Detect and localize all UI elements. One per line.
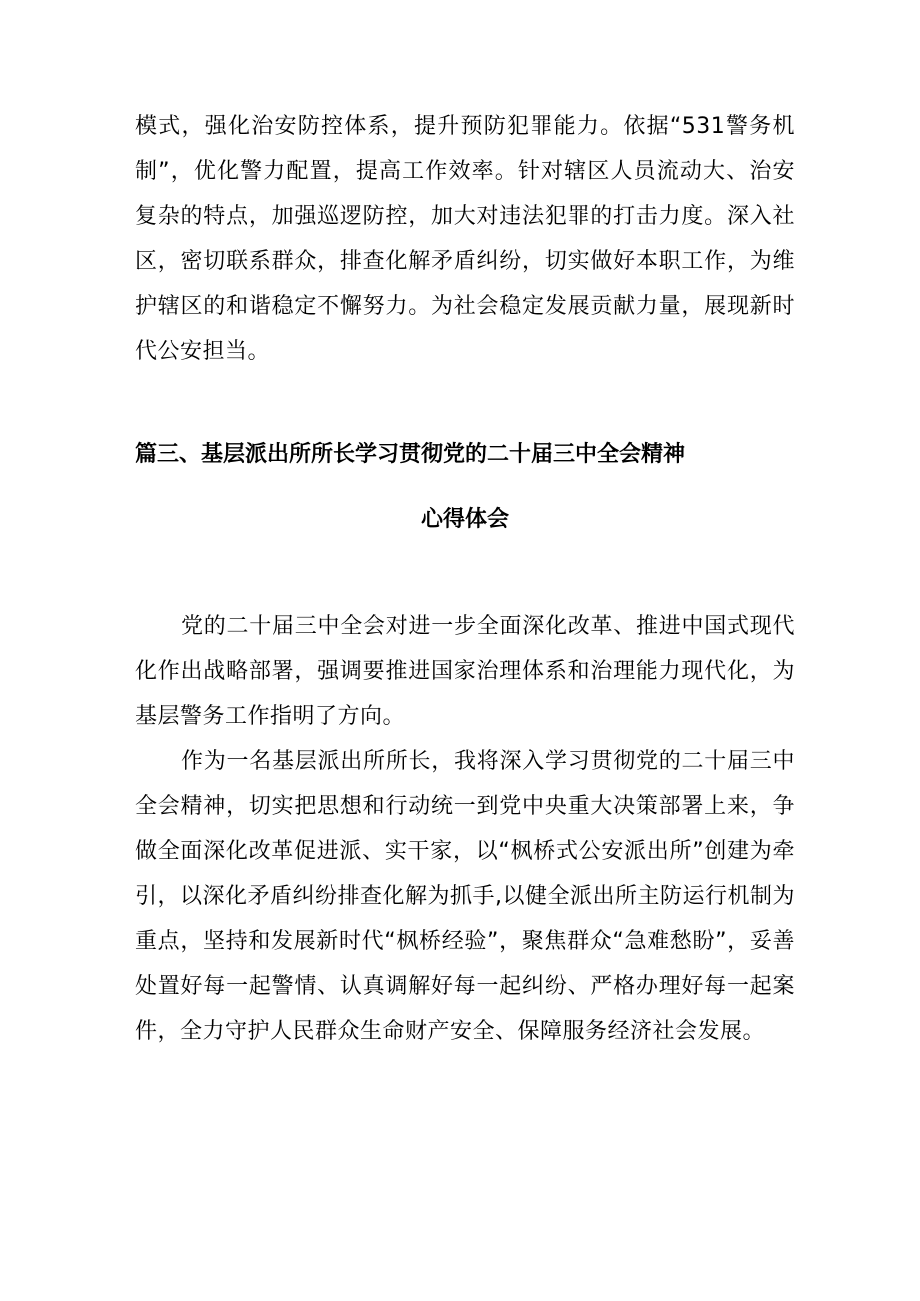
heading-spacer <box>135 542 795 604</box>
body-paragraph-2: 作为一名基层派出所所长，我将深入学习贯彻党的二十届三中全会精神，切实把思想和行动统一到党中央重大决策部署上来，争做全面深化改革促进派、实干家，以“枫桥式公安派出所”创建为牵引，以深化矛盾纠纷排查化解为抓手,以健全派出所主防运行机制为重点，坚持和发展新时代“枫桥经验”，聚焦群众“急难愁盼”，妥善处置好每一起警情、认真调解好每一起纠纷、严格办理好每一起案件，全力守护人民群众生命财产安全、保障服务经济社会发展。 <box>135 749 795 1044</box>
body-paragraph-1: 党的二十届三中全会对进一步全面深化改革、推进中国式现代化作出战略部署，强调要推进国家治理体系和治理能力现代化，为基层警务工作指明了方向。 <box>135 614 795 729</box>
section-heading: 篇三、基层派出所所长学习贯彻党的二十届三中全会精神 <box>135 442 686 467</box>
document-page <box>135 104 795 1054</box>
continuation-paragraph: 模式，强化治安防控体系，提升预防犯罪能力。依据“531警务机制”，优化警力配置，提高工作效率。针对辖区人员流动大、治安复杂的特点，加强巡逻防控，加大对违法犯罪的打击力度。深入社区，密切联系群众，排查化解矛盾纠纷，切实做好本职工作，为维护辖区的和谐稳定不懈努力。为社会稳定发展贡献力量，展现新时代公安担当。 <box>135 114 795 364</box>
section-heading-subtitle: 心得体会 <box>420 507 509 532</box>
